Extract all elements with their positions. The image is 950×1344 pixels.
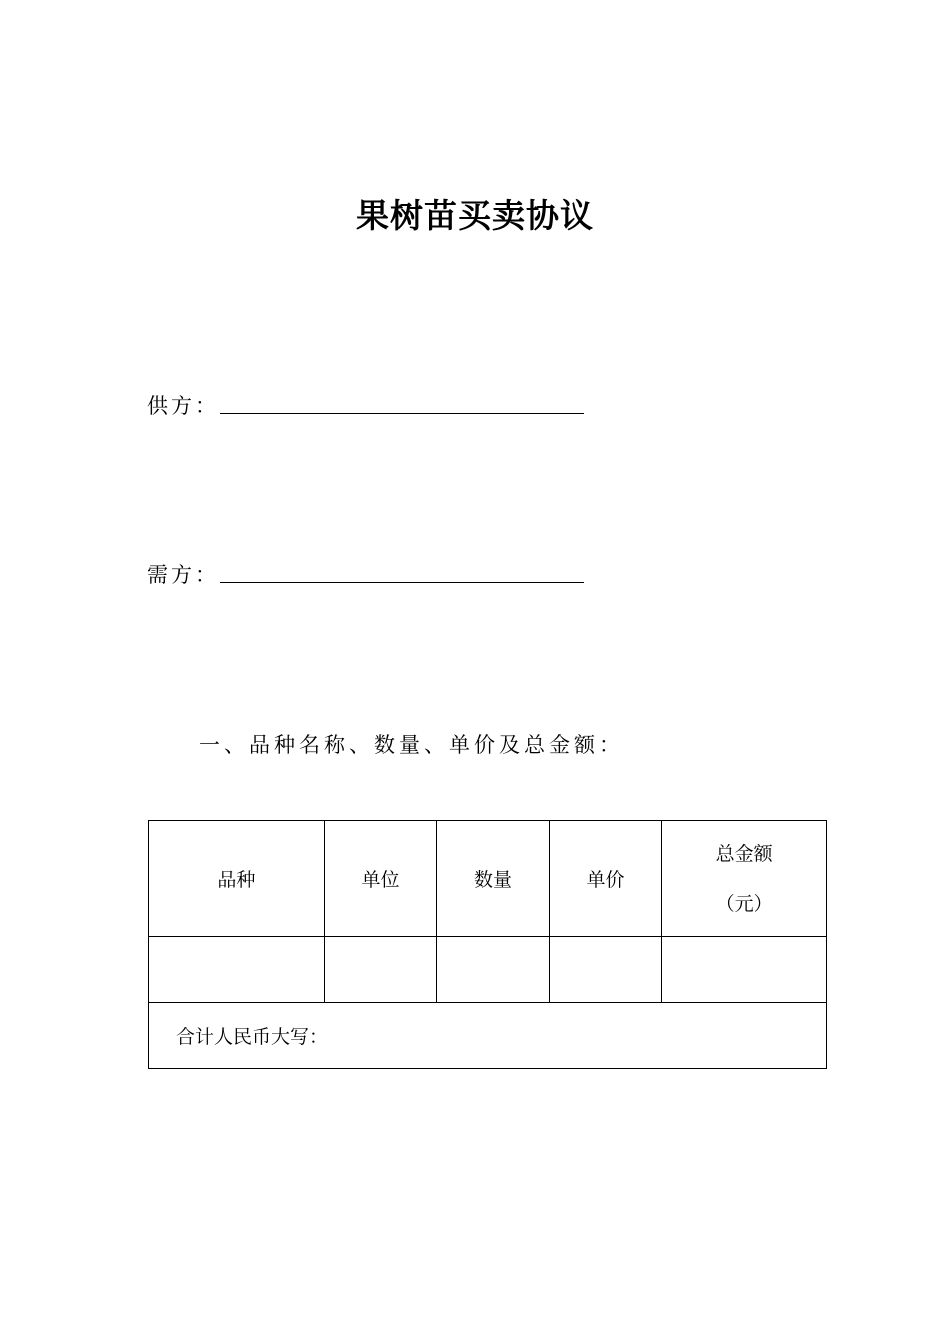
header-unit: 单位: [324, 821, 436, 937]
buyer-blank-line: [220, 582, 584, 583]
cell-quantity[interactable]: [437, 937, 549, 1003]
header-unit-price: 单价: [549, 821, 661, 937]
supplier-blank-line: [220, 413, 584, 414]
table-header-row: [149, 821, 827, 937]
cell-unit[interactable]: [324, 937, 436, 1003]
goods-table: [148, 820, 827, 1069]
table-row: [149, 937, 827, 1003]
header-total-amount-line1: 总金额: [715, 842, 773, 865]
total-in-words-label: 合计人民币大写：: [149, 1003, 827, 1069]
document-title: 果树苗买卖协议: [356, 196, 594, 235]
header-quantity: 数量: [437, 821, 549, 937]
section-heading: 一、品种名称、数量、单价及总金额：: [199, 733, 624, 757]
header-variety: 品种: [149, 821, 325, 937]
supplier-label: 供方：: [147, 394, 219, 418]
cell-variety[interactable]: [149, 937, 325, 1003]
cell-unit-price[interactable]: [549, 937, 661, 1003]
header-total-amount-line2: （元）: [715, 892, 773, 915]
table-total-row: [149, 1003, 827, 1069]
header-total-amount: [662, 821, 827, 937]
cell-total-amount[interactable]: [662, 937, 827, 1003]
buyer-label: 需方：: [147, 563, 219, 587]
